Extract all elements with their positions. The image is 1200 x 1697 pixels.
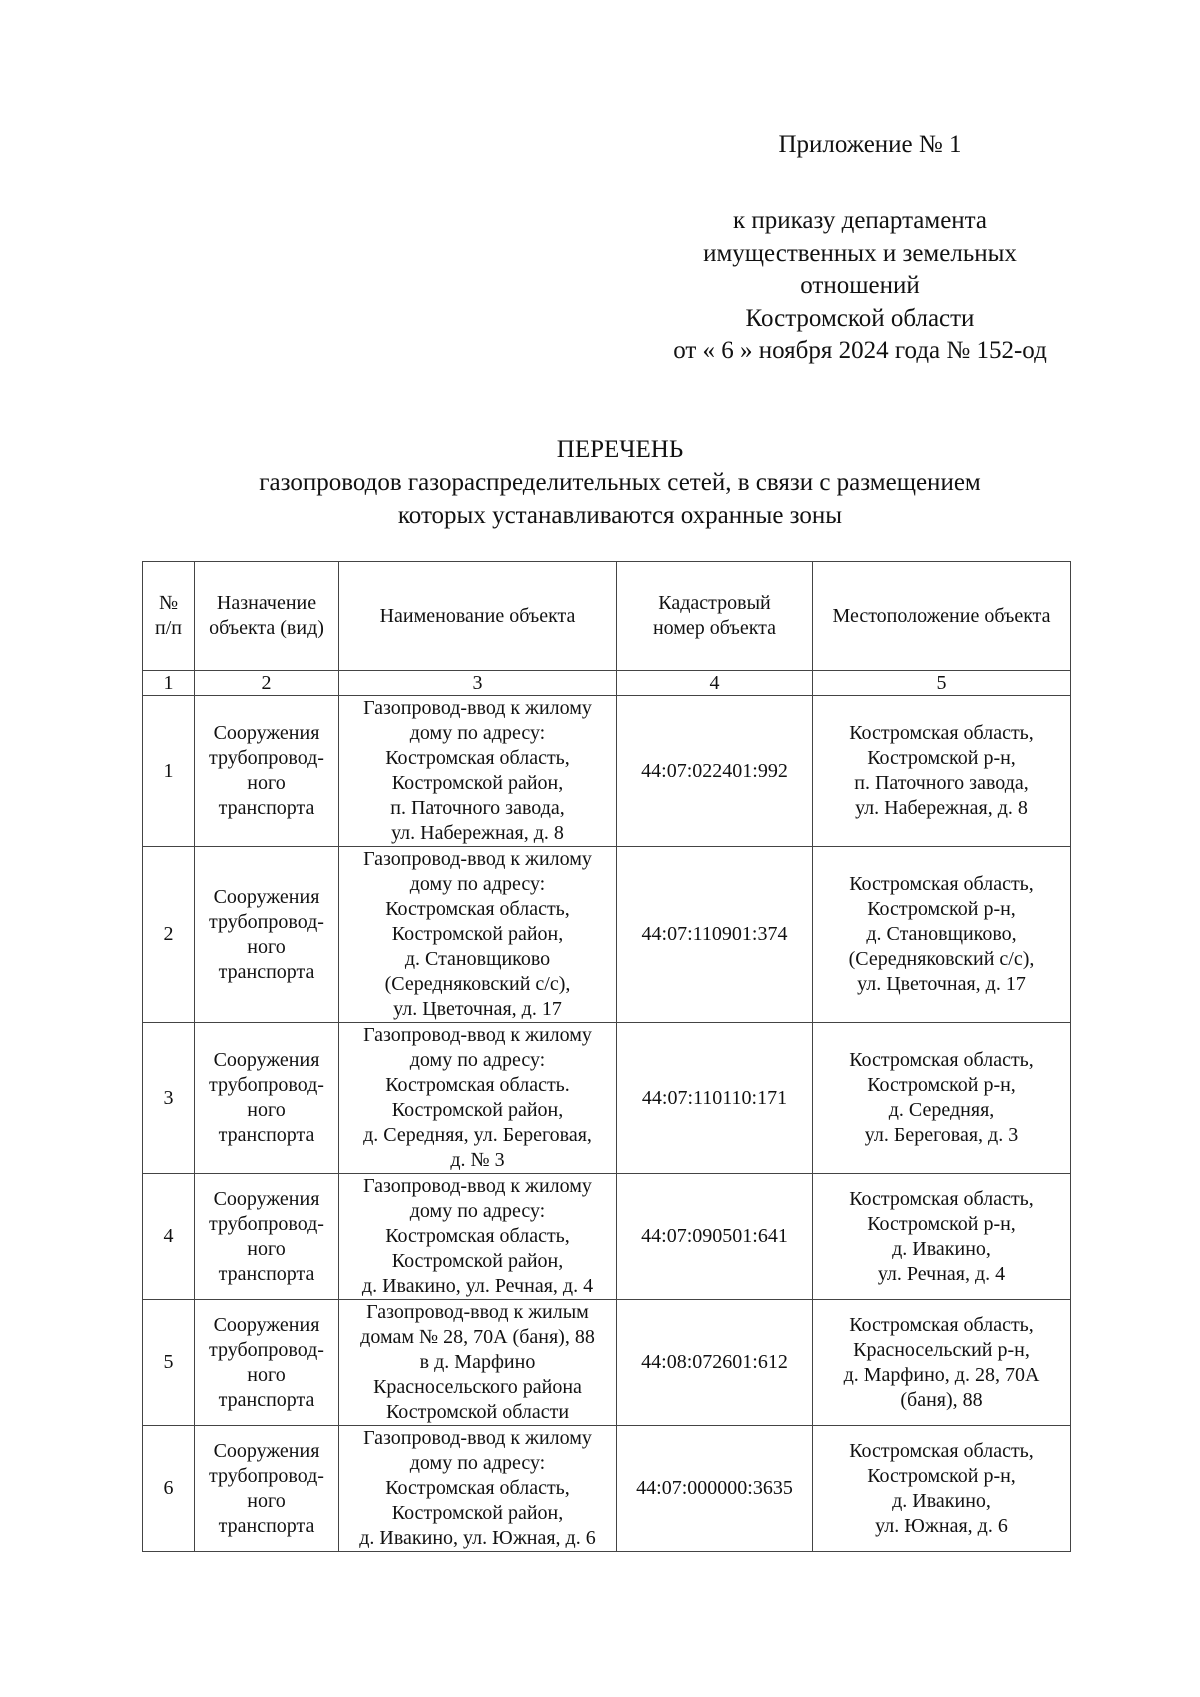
header-purpose: [195, 562, 339, 671]
row-number: 6: [143, 1426, 195, 1552]
header-number: [143, 562, 195, 671]
header-line: №: [158, 592, 179, 614]
object-name: [339, 847, 617, 1023]
appendix-label: Приложение № 1: [778, 131, 962, 158]
row-number: 1: [143, 696, 195, 847]
object-name-line: Красносельского района: [373, 1376, 582, 1398]
object-location-line: Костромской р-н,: [867, 1074, 1016, 1096]
object-location-line: п. Паточного завода,: [854, 772, 1029, 794]
document-subtitle-line: которых устанавливаются охранные зоны: [397, 502, 843, 529]
cadastral-number: 44:07:110901:374: [617, 847, 813, 1023]
object-name-line: д. Ивакино, ул. Речная, д. 4: [361, 1275, 594, 1297]
object-location: [813, 1426, 1071, 1552]
object-purpose: [195, 847, 339, 1023]
object-name-line: Костромской район,: [391, 1099, 564, 1121]
object-location: [813, 847, 1071, 1023]
object-purpose-line: Сооружения: [213, 722, 320, 744]
cadastral-number: 44:07:090501:641: [617, 1174, 813, 1300]
object-name-line: Костромской район,: [391, 1502, 564, 1524]
object-location: [813, 1023, 1071, 1174]
object-purpose-line: ного: [247, 1099, 286, 1121]
order-line: отношений: [800, 272, 920, 299]
object-name-line: Газопровод-ввод к жилым: [366, 1301, 589, 1323]
object-location-line: д. Середняя,: [888, 1099, 995, 1121]
object-name-line: домам № 28, 70А (баня), 88: [360, 1326, 595, 1348]
object-name-line: Костромская область,: [385, 898, 570, 920]
document-subtitle-line: газопроводов газораспределительных сетей, в связи с размещением: [259, 469, 981, 496]
table-row: [143, 696, 1071, 847]
object-purpose-line: Сооружения: [213, 1313, 320, 1336]
object-purpose-line: трубопровод-: [209, 1464, 324, 1487]
object-purpose: [195, 1174, 339, 1300]
object-location-line: д. Марфино, д. 28, 70А: [843, 1363, 1040, 1386]
object-name-line: п. Паточного завода,: [390, 797, 565, 819]
object-location-line: Костромской р-н,: [867, 1464, 1016, 1487]
object-name: [339, 1023, 617, 1174]
object-name-line: Газопровод-ввод к жилому: [363, 1175, 592, 1197]
order-reference: [600, 205, 1120, 368]
object-name-line: Костромской район,: [391, 772, 564, 794]
header-name: [339, 562, 617, 671]
object-location-line: (баня), 88: [900, 1388, 983, 1411]
object-purpose-line: Сооружения: [213, 1439, 320, 1462]
object-location-line: Костромская область,: [849, 1049, 1034, 1071]
column-number: 5: [813, 671, 1071, 696]
object-location-line: Костромская область,: [849, 722, 1034, 744]
column-number: 1: [143, 671, 195, 696]
object-name-line: Костромской области: [385, 1401, 570, 1423]
object-location-line: д. Ивакино,: [892, 1237, 991, 1260]
header-line: Местоположение объекта: [832, 604, 1051, 627]
object-name-line: д. Становщиково: [404, 948, 551, 970]
table-header-row: [143, 562, 1071, 671]
gas-pipeline-table: [142, 561, 1071, 1552]
object-location-line: (Середняковский с/с),: [848, 948, 1035, 970]
object-location-line: ул. Южная, д. 6: [875, 1514, 1008, 1537]
column-number: 2: [195, 671, 339, 696]
object-name-line: Костромская область,: [385, 747, 570, 769]
table-column-number-row: [143, 671, 1071, 696]
row-number: 4: [143, 1174, 195, 1300]
object-location-line: ул. Речная, д. 4: [877, 1262, 1006, 1285]
object-location: [813, 696, 1071, 847]
object-name-line: дому по адресу:: [409, 1200, 546, 1222]
object-name-line: в д. Марфино: [419, 1351, 536, 1373]
object-name-line: Газопровод-ввод к жилому: [363, 848, 592, 870]
cadastral-number: 44:07:022401:992: [617, 696, 813, 847]
object-purpose-line: ного: [247, 935, 286, 958]
object-location-line: Костромская область,: [849, 1313, 1034, 1336]
object-purpose-line: трубопровод-: [209, 910, 324, 933]
object-location-line: Костромской р-н,: [867, 1212, 1016, 1235]
object-name-line: Костромская область,: [385, 1225, 570, 1247]
document-heading: [140, 433, 1100, 532]
object-purpose-line: транспорта: [218, 1124, 315, 1146]
row-number: 5: [143, 1300, 195, 1426]
object-purpose-line: транспорта: [218, 797, 315, 819]
header-line: объекта (вид): [209, 617, 324, 639]
header-line: Назначение: [216, 592, 317, 614]
object-purpose-line: трубопровод-: [209, 1338, 324, 1361]
order-line: от « 6 » ноября 2024 года № 152-од: [673, 337, 1047, 364]
table-row: [143, 1023, 1071, 1174]
order-line: к приказу департамента: [732, 207, 988, 234]
object-purpose: [195, 696, 339, 847]
object-name-line: д. Середняя, ул. Береговая,: [363, 1124, 592, 1146]
object-purpose: [195, 1300, 339, 1426]
object-location-line: Костромской р-н,: [867, 747, 1016, 769]
object-purpose-line: Сооружения: [213, 1049, 320, 1071]
column-number: 3: [339, 671, 617, 696]
header-cadastral: [617, 562, 813, 671]
table-row: [143, 847, 1071, 1023]
object-location-line: д. Становщиково,: [866, 923, 1017, 945]
object-name-line: дому по адресу:: [409, 722, 546, 744]
object-location: [813, 1174, 1071, 1300]
header-line: номер объекта: [652, 617, 777, 639]
object-name-line: дому по адресу:: [409, 1049, 546, 1071]
object-name-line: ул. Цветочная, д. 17: [393, 998, 562, 1020]
object-name-line: д. Ивакино, ул. Южная, д. 6: [359, 1527, 596, 1549]
object-purpose-line: трубопровод-: [209, 747, 324, 769]
object-name-line: Костромской район,: [391, 1250, 564, 1272]
object-name: [339, 696, 617, 847]
table-row: [143, 1426, 1071, 1552]
object-location-line: ул. Набережная, д. 8: [855, 797, 1028, 819]
object-name-line: Газопровод-ввод к жилому: [363, 1024, 592, 1046]
header-line: Наименование объекта: [379, 604, 576, 627]
object-name-line: дому по адресу:: [409, 873, 546, 895]
object-purpose-line: ного: [247, 1363, 286, 1386]
object-name-line: Костромская область,: [385, 1477, 570, 1499]
object-location-line: ул. Цветочная, д. 17: [857, 973, 1026, 995]
row-number: 3: [143, 1023, 195, 1174]
column-number: 4: [617, 671, 813, 696]
object-purpose-line: транспорта: [218, 1388, 315, 1411]
object-name-line: дому по адресу:: [409, 1452, 546, 1474]
object-location: [813, 1300, 1071, 1426]
cadastral-number: 44:07:000000:3635: [617, 1426, 813, 1552]
object-name-line: Газопровод-ввод к жилому: [363, 697, 592, 719]
header-line: п/п: [155, 617, 182, 639]
object-purpose: [195, 1426, 339, 1552]
header-line: Кадастровый: [658, 592, 771, 614]
table-row: [143, 1300, 1071, 1426]
object-purpose-line: транспорта: [218, 960, 315, 983]
object-name: [339, 1300, 617, 1426]
object-location-line: ул. Береговая, д. 3: [864, 1124, 1019, 1146]
object-name: [339, 1174, 617, 1300]
object-location-line: Костромская область,: [849, 873, 1034, 895]
header-location: [813, 562, 1071, 671]
object-location-line: Красносельский р-н,: [853, 1338, 1030, 1361]
object-name-line: ул. Набережная, д. 8: [391, 822, 564, 844]
object-name-line: Газопровод-ввод к жилому: [363, 1427, 592, 1449]
document-title: ПЕРЕЧЕНЬ: [556, 436, 684, 463]
object-name-line: (Середняковский с/с),: [384, 973, 571, 995]
object-name-line: д. № 3: [450, 1149, 505, 1171]
object-location-line: Костромская область,: [849, 1439, 1034, 1462]
object-purpose-line: Сооружения: [213, 885, 320, 908]
object-purpose-line: трубопровод-: [209, 1212, 324, 1235]
cadastral-number: 44:07:110110:171: [617, 1023, 813, 1174]
object-name: [339, 1426, 617, 1552]
object-purpose-line: трубопровод-: [209, 1074, 324, 1096]
object-location-line: д. Ивакино,: [892, 1489, 991, 1512]
object-purpose-line: транспорта: [218, 1262, 315, 1285]
row-number: 2: [143, 847, 195, 1023]
object-purpose-line: ного: [247, 1489, 286, 1512]
object-purpose: [195, 1023, 339, 1174]
object-purpose-line: Сооружения: [213, 1187, 320, 1210]
order-line: имущественных и земельных: [703, 239, 1017, 267]
order-line: Костромской области: [745, 304, 975, 332]
cadastral-number: 44:08:072601:612: [617, 1300, 813, 1426]
object-purpose-line: ного: [247, 1237, 286, 1260]
object-name-line: Костромской район,: [391, 923, 564, 945]
object-name-line: Костромская область.: [385, 1074, 570, 1096]
object-purpose-line: ного: [247, 772, 286, 794]
table-row: [143, 1174, 1071, 1300]
object-purpose-line: транспорта: [218, 1514, 315, 1537]
object-location-line: Костромская область,: [849, 1187, 1034, 1210]
object-location-line: Костромской р-н,: [867, 898, 1016, 920]
